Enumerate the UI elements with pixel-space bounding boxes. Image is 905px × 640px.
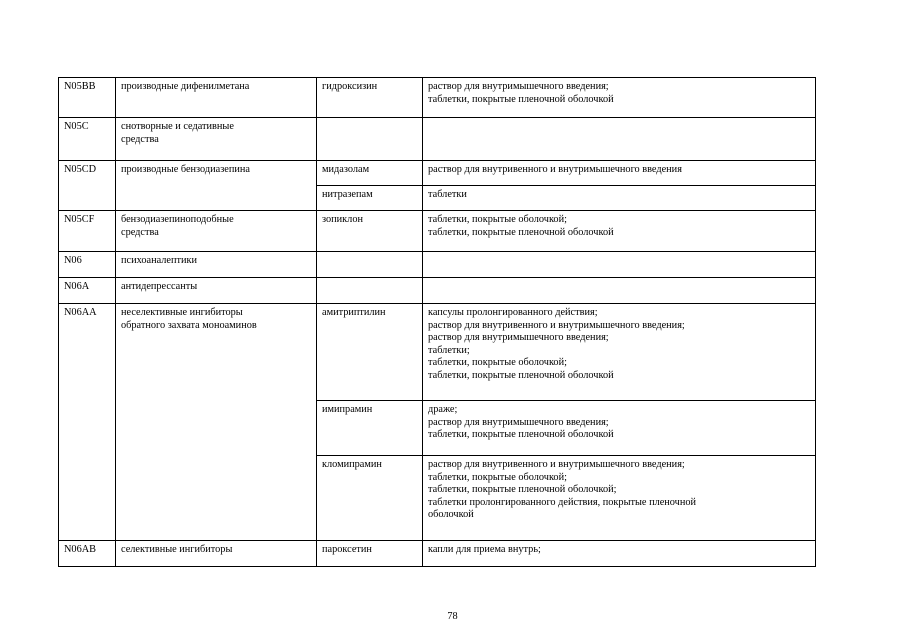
form-cell bbox=[423, 252, 816, 278]
drug-cell bbox=[317, 252, 423, 278]
form-cell bbox=[423, 118, 816, 161]
drug-cell bbox=[317, 118, 423, 161]
atc-code-cell: N06AA bbox=[59, 304, 116, 541]
drug-table bbox=[58, 77, 816, 567]
atc-code-cell: N05CD bbox=[59, 161, 116, 211]
group-cell: производные бензодиазепина bbox=[116, 161, 317, 211]
form-cell bbox=[423, 278, 816, 304]
group-cell: производные дифенилметана bbox=[116, 78, 317, 118]
drug-cell: пароксетин bbox=[317, 541, 423, 567]
table-row bbox=[59, 252, 816, 278]
group-cell: бензодиазепиноподобные средства bbox=[116, 211, 317, 252]
atc-code-cell: N05BB bbox=[59, 78, 116, 118]
form-cell: таблетки, покрытые оболочкой; таблетки, покрытые пленочной оболочкой bbox=[423, 211, 816, 252]
atc-code-cell: N06A bbox=[59, 278, 116, 304]
form-cell: капли для приема внутрь; bbox=[423, 541, 816, 567]
group-cell: селективные ингибиторы bbox=[116, 541, 317, 567]
atc-code-cell: N05CF bbox=[59, 211, 116, 252]
atc-code-cell: N05C bbox=[59, 118, 116, 161]
drug-cell: гидроксизин bbox=[317, 78, 423, 118]
atc-code-cell: N06AB bbox=[59, 541, 116, 567]
form-cell: раствор для внутривенного и внутримышечного введения bbox=[423, 161, 816, 186]
drug-cell: кломипрамин bbox=[317, 456, 423, 541]
table-row bbox=[59, 78, 816, 118]
table-row bbox=[59, 541, 816, 567]
group-cell: неселективные ингибиторы обратного захвата моноаминов bbox=[116, 304, 317, 541]
table-row bbox=[59, 278, 816, 304]
page-number: 78 bbox=[447, 611, 458, 622]
drug-cell: нитразепам bbox=[317, 186, 423, 211]
table-row bbox=[59, 211, 816, 252]
form-cell: таблетки bbox=[423, 186, 816, 211]
form-cell: раствор для внутримышечного введения; таблетки, покрытые пленочной оболочкой bbox=[423, 78, 816, 118]
form-cell: раствор для внутривенного и внутримышечного введения; таблетки, покрытые оболочкой; таблетки, покрытые пленочной оболочкой; таблетки пролонгированного действия, покрытые пленочной оболочкой bbox=[423, 456, 816, 541]
group-cell: антидепрессанты bbox=[116, 278, 317, 304]
table-row bbox=[59, 161, 816, 186]
drug-cell: мидазолам bbox=[317, 161, 423, 186]
form-cell: драже; раствор для внутримышечного введения; таблетки, покрытые пленочной оболочкой bbox=[423, 401, 816, 456]
drug-cell bbox=[317, 278, 423, 304]
table-row bbox=[59, 118, 816, 161]
group-cell: снотворные и седативные средства bbox=[116, 118, 317, 161]
drug-cell: зопиклон bbox=[317, 211, 423, 252]
drug-cell: имипрамин bbox=[317, 401, 423, 456]
drug-cell: амитриптилин bbox=[317, 304, 423, 401]
atc-code-cell: N06 bbox=[59, 252, 116, 278]
table-row bbox=[59, 304, 816, 401]
group-cell: психоаналептики bbox=[116, 252, 317, 278]
form-cell: капсулы пролонгированного действия; раствор для внутривенного и внутримышечного введения; раствор для внутримышечного введения; таблетки; таблетки, покрытые оболочкой; таблетки, покрытые пленочной оболочкой bbox=[423, 304, 816, 401]
